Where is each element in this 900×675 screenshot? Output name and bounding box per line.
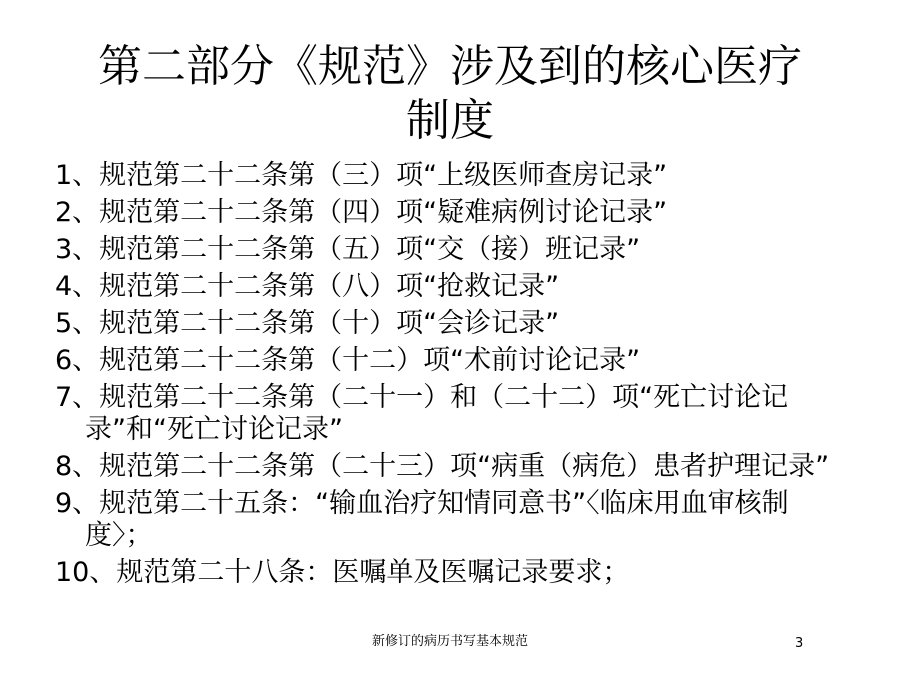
title-line-2: 制度 bbox=[406, 95, 494, 146]
list-item-9: 9、规范第二十五条：“输血治疗知情同意书”〈临床用血审核制度〉； bbox=[55, 488, 789, 551]
page-number: 3 bbox=[795, 636, 804, 651]
footer-text: 新修订的病历书写基本规范 bbox=[371, 634, 528, 649]
regulation-list bbox=[55, 160, 855, 594]
list-item-3: 3、规范第二十二条第（五）项“交（接）班记录” bbox=[55, 234, 641, 265]
list-item-8: 8、规范第二十二条第（二十三）项“病重（病危）患者护理记录” bbox=[55, 451, 830, 482]
list-item-2: 2、规范第二十二条第（四）项“疑难病例讨论记录” bbox=[55, 197, 668, 228]
list-item-1: 1、规范第二十二条第（三）项“上级医师查房记录” bbox=[55, 160, 668, 191]
list-item-4: 4、规范第二十二条第（八）项“抢救记录” bbox=[55, 271, 560, 302]
list-item-6: 6、规范第二十二条第（十二）项“术前讨论记录” bbox=[55, 345, 641, 376]
list-item-7: 7、规范第二十二条第（二十一）和（二十二）项“死亡讨论记录”和“死亡讨论记录” bbox=[55, 382, 789, 445]
slide-title bbox=[40, 40, 860, 148]
list-item-10: 10、规范第二十八条：医嘱单及医嘱记录要求； bbox=[55, 557, 630, 588]
title-line-1: 第二部分《规范》涉及到的核心医疗 bbox=[98, 41, 802, 92]
list-item-5: 5、规范第二十二条第（十）项“会诊记录” bbox=[55, 308, 560, 339]
